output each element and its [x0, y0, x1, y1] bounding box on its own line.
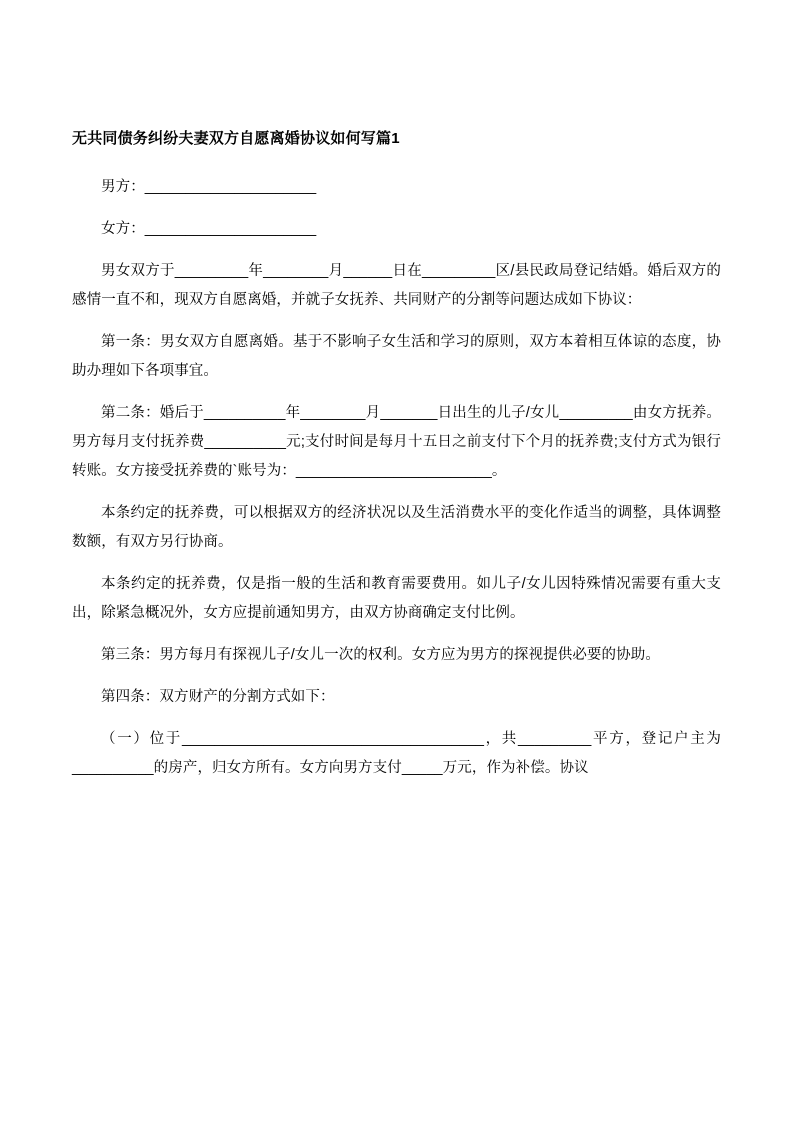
- article-one-paragraph: 第一条：男女双方自愿离婚。基于不影响子女生活和学习的原则，双方本着相互体谅的态度，协助办理如下各项事宜。: [72, 333, 721, 379]
- support-scope-paragraph: 本条约定的抚养费，仅是指一般的生活和教育需要费用。如儿子/女儿因特殊情况需要有重大支出，除紧急概况外，女方应提前通知男方，由双方协商确定支付比例。: [72, 575, 721, 621]
- marriage-background-paragraph: 男女双方于_________年________月______日在_________区/县民政局登记结婚。婚后双方的感情一直不和，现双方自愿离婚，并就子女抚养、共同财产的分割等问题达成如下协议：: [72, 262, 721, 308]
- party-female-line: 女方：_____________________: [101, 220, 317, 237]
- party-male-line: 男方：_____________________: [101, 178, 317, 195]
- property-item-one-paragraph: （一）位于_____________________________________，共_________平方，登记户主为__________的房产，归女方所有。女方向男方支付_____万元，作为补偿。协议: [72, 730, 721, 776]
- article-two-paragraph: 第二条：婚后于__________年________月_______日出生的儿子/女儿_________由女方抚养。男方每月支付抚养费__________元;支付时间是每月十五日之前支付下个月的抚养费;支付方式为银行转账。女方接受抚养费的`账号为：________________________。: [72, 404, 721, 479]
- article-three-paragraph: 第三条：男方每月有探视儿子/女儿一次的权利。女方应为男方的探视提供必要的协助。: [101, 646, 660, 663]
- article-four-paragraph: 第四条：双方财产的分割方式如下：: [101, 688, 335, 705]
- page-title: 无共同债务纠纷夫妻双方自愿离婚协议如何写篇1: [72, 130, 400, 147]
- support-adjustment-paragraph: 本条约定的抚养费，可以根据双方的经济状况以及生活消费水平的变化作适当的调整，具体调整数额，有双方另行协商。: [72, 504, 721, 550]
